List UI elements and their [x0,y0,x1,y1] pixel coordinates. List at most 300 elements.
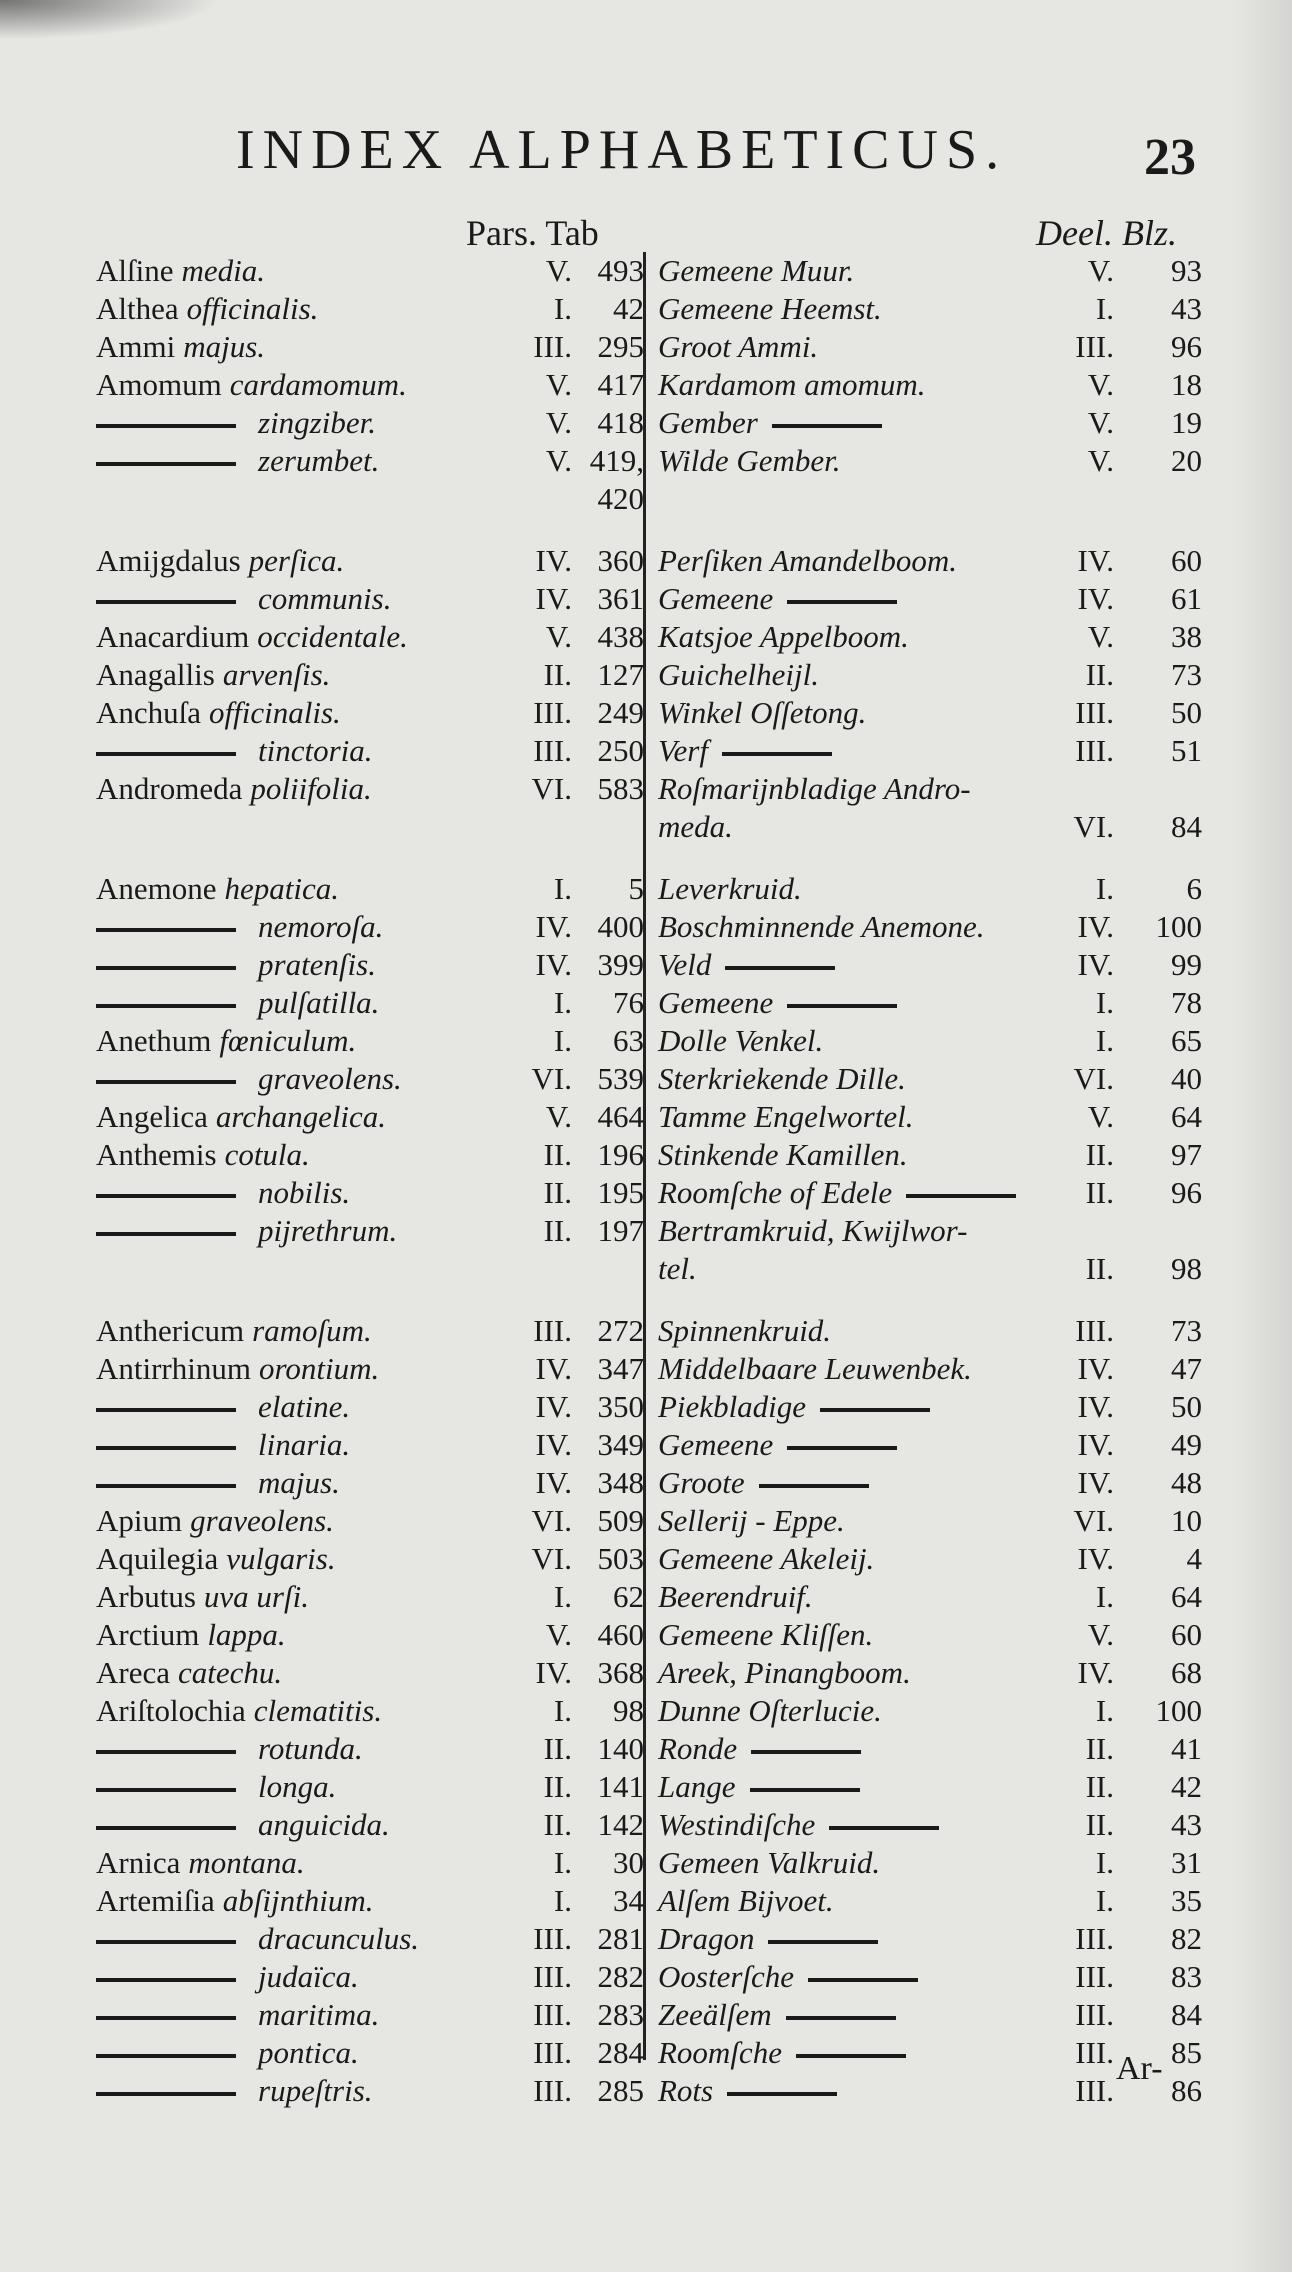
species-name: majus. [183,329,266,364]
dutch-name [658,1540,1058,1578]
dutch-name-text: Westindiſche [658,1807,816,1842]
volume-number: III. [1075,2035,1114,2070]
dutch-name-text: Kardamom amomum. [658,367,926,402]
genus-name: Arnica [96,1845,181,1880]
page-reference: 78 [1171,985,1202,1020]
index-entry [96,1426,1206,1464]
genus-name: Althea [96,291,179,326]
dutch-name-text: Gemeen Valkruid. [658,1845,881,1880]
dutch-name [658,328,1058,366]
part-number: II. [543,1137,572,1172]
page-reference: 19 [1171,405,1202,440]
plate-number: 361 [597,581,644,616]
ditto-dash [96,928,236,932]
plate-number: 539 [597,1061,644,1096]
ditto-dash [787,1004,897,1008]
part-number: II. [543,1769,572,1804]
volume-number: I. [1095,1845,1114,1880]
dutch-name [658,656,1058,694]
species-name: cotula. [224,1137,310,1172]
ditto-dash [96,600,236,604]
volume-number: V. [1087,253,1114,288]
page-reference: 68 [1171,1655,1202,1690]
index-entry [96,1388,1206,1426]
part-number: I. [553,1883,572,1918]
plate-number: 142 [597,1807,644,1842]
page-reference: 41 [1171,1731,1202,1766]
species-name: archangelica. [215,1099,387,1134]
page-reference: 86 [1171,2073,1202,2108]
ditto-dash [96,2016,236,2020]
species-name: cardamomum. [229,367,407,402]
page-reference: 64 [1171,1579,1202,1614]
volume-number: V. [1087,619,1114,654]
latin-name [96,1996,516,2034]
genus-name: Anthericum [96,1313,245,1348]
dutch-name-text: Ronde [658,1731,738,1766]
index-entry [96,1212,1206,1250]
latin-name [96,290,516,328]
index-entry [96,1806,1206,1844]
index-entry [96,2072,1206,2110]
plate-number: 460 [597,1617,644,1652]
part-number: IV. [535,1351,572,1386]
species-name: rotunda. [258,1731,363,1766]
page-reference: 51 [1171,733,1202,768]
page-reference: 35 [1171,1883,1202,1918]
genus-name: Ariſtolochia [96,1693,246,1728]
dutch-name [658,1174,1058,1212]
dutch-name [658,1616,1058,1654]
part-number: V. [545,443,572,478]
part-number: VI. [531,771,572,806]
dutch-name [658,1768,1058,1806]
volume-number: III. [1075,1313,1114,1348]
plate-number: 283 [597,1997,644,2032]
page-reference: 100 [1155,909,1202,944]
index-entry [96,1882,1206,1920]
volume-number: IV. [1077,543,1114,578]
volume-number: II. [1085,1251,1114,1286]
dutch-name [658,770,1058,808]
index-entry [96,252,1206,290]
species-name: arvenſis. [222,657,331,692]
ditto-dash [768,1940,878,1944]
ditto-dash [772,424,882,428]
plate-number: 62 [613,1579,644,1614]
plate-number: 76 [613,985,644,1020]
dutch-name-text: Gemeene Akeleij. [658,1541,875,1576]
page-reference: 83 [1171,1959,1202,1994]
page-reference: 20 [1171,443,1202,478]
species-name: lappa. [207,1617,286,1652]
species-name: communis. [258,581,392,616]
page-reference: 60 [1171,1617,1202,1652]
part-number: I. [553,291,572,326]
latin-name [96,694,516,732]
dutch-name [658,694,1058,732]
index-entry [96,1022,1206,1060]
part-number: V. [545,253,572,288]
ditto-dash [96,424,236,428]
index-entry [96,1920,1206,1958]
dutch-name-text: Boschminnende Anemone. [658,909,985,944]
volume-number: V. [1087,443,1114,478]
dutch-name [658,1250,1058,1288]
catchword: Ar- [1116,2050,1163,2087]
page-reference: 99 [1171,947,1202,982]
dutch-name-text: Gemeene [658,985,774,1020]
plate-number: 503 [597,1541,644,1576]
species-name: vulgaris. [226,1541,336,1576]
page-reference: 38 [1171,619,1202,654]
dutch-name [658,1502,1058,1540]
dutch-name-text: Dolle Venkel. [658,1023,824,1058]
part-number: IV. [535,1427,572,1462]
page-title: INDEX ALPHABETICUS. [236,119,1008,181]
volume-number: III. [1075,2073,1114,2108]
index-entry [96,1502,1206,1540]
plate-number: 141 [597,1769,644,1804]
species-name: maritima. [258,1997,380,2032]
part-number: V. [545,405,572,440]
latin-name [96,1022,516,1060]
part-number: III. [533,695,572,730]
species-name: pratenſis. [258,947,376,982]
plate-number: 249 [597,695,644,730]
page-reference: 4 [1186,1541,1202,1576]
plate-number: 42 [613,291,644,326]
dutch-name-text: Areek, Pinangboom. [658,1655,911,1690]
latin-name [96,1768,516,1806]
index-entry [96,1136,1206,1174]
genus-name: Anagallis [96,657,215,692]
volume-number: IV. [1077,909,1114,944]
index-entry [96,366,1206,404]
volume-number: V. [1087,1099,1114,1134]
volume-number: III. [1075,1997,1114,2032]
volume-number: IV. [1077,1427,1114,1462]
part-number: V. [545,1617,572,1652]
species-name: pijrethrum. [258,1213,398,1248]
dutch-name-text: Sterkriekende Dille. [658,1061,906,1096]
plate-number: 5 [628,871,644,906]
genus-name: Artemiſia [96,1883,215,1918]
index-entry [96,770,1206,808]
dutch-name-text: Piekbladige [658,1389,807,1424]
ditto-dash [96,1978,236,1982]
page-reference: 49 [1171,1427,1202,1462]
volume-number: IV. [1077,1389,1114,1424]
ditto-dash [96,1826,236,1830]
latin-name [96,1844,516,1882]
entry-gap [96,846,1206,870]
index-entry [96,808,1206,846]
part-number: III. [533,2035,572,2070]
page-reference: 65 [1171,1023,1202,1058]
dutch-name [658,1388,1058,1426]
entry-gap [96,518,1206,542]
part-number: IV. [535,543,572,578]
page-edge-shadow [1232,0,1292,2272]
dutch-name [658,404,1058,442]
species-name: media. [181,253,266,288]
volume-number: II. [1085,657,1114,692]
dutch-name [658,1958,1058,1996]
dutch-name-text: Dragon [658,1921,755,1956]
ditto-dash [96,2054,236,2058]
latin-name [96,1882,516,1920]
index-entry [96,442,1206,480]
dutch-name-text: Wilde Gember. [658,443,841,478]
index-entry [96,1250,1206,1288]
ditto-dash [829,1826,939,1830]
species-name: montana. [188,1845,305,1880]
plate-number: 196 [597,1137,644,1172]
dutch-name-text: Gemeene Muur. [658,253,855,288]
genus-name: Anethum [96,1023,212,1058]
species-name: graveolens. [258,1061,402,1096]
index-entry [96,2034,1206,2072]
dutch-name-text: Katsjoe Appelboom. [658,619,909,654]
ditto-dash [725,966,835,970]
species-name: graveolens. [190,1503,334,1538]
part-number: III. [533,1921,572,1956]
index-entry [96,694,1206,732]
ditto-dash [796,2054,906,2058]
species-name: dracunculus. [258,1921,420,1956]
species-name: fœniculum. [219,1023,357,1058]
genus-name: Anemone [96,871,217,906]
index-entry [96,1578,1206,1616]
part-number: V. [545,1099,572,1134]
part-number: II. [543,1175,572,1210]
dutch-name-text: Roſmarijnbladige Andro- [658,771,971,806]
ditto-dash [96,1446,236,1450]
dutch-name-text: Veld [658,947,712,982]
latin-name [96,1730,516,1768]
index-entry [96,1350,1206,1388]
page-reference: 84 [1171,809,1202,844]
dutch-name [658,984,1058,1022]
plate-number: 295 [597,329,644,364]
dutch-name-text: Groot Ammi. [658,329,819,364]
index-entry [96,1540,1206,1578]
part-number: III. [533,1313,572,1348]
plate-number: 63 [613,1023,644,1058]
ditto-dash [96,1788,236,1792]
dutch-name-text: Zeeälſem [658,1997,772,2032]
page-reference: 97 [1171,1137,1202,1172]
index-entry [96,870,1206,908]
page-reference: 10 [1171,1503,1202,1538]
dutch-name-text: Perſiken Amandelboom. [658,543,958,578]
index-entry [96,580,1206,618]
latin-name [96,1578,516,1616]
page-reference: 43 [1171,1807,1202,1842]
volume-number: IV. [1077,1465,1114,1500]
dutch-name [658,1996,1058,2034]
latin-name [96,404,516,442]
dutch-name [658,1692,1058,1730]
index-entry [96,984,1206,1022]
dutch-name-text: Verf [658,733,708,768]
species-name: poliifolia. [250,771,372,806]
index-entry [96,328,1206,366]
genus-name: Arctium [96,1617,200,1652]
page-reference: 85 [1171,2035,1202,2070]
dutch-name [658,618,1058,656]
index-entry [96,656,1206,694]
part-number: VI. [531,1061,572,1096]
dutch-name-text: Gemeene Kliſſen. [658,1617,874,1652]
page-corner-shadow [0,0,220,40]
dutch-name [658,252,1058,290]
part-number: IV. [535,1465,572,1500]
plate-number: 420 [597,481,644,516]
genus-name: Alſine [96,253,174,288]
volume-number: I. [1095,1693,1114,1728]
dutch-name-text: Tamme Engelwortel. [658,1099,914,1134]
part-number: I. [553,1693,572,1728]
volume-number: III. [1075,733,1114,768]
part-number: IV. [535,1655,572,1690]
plate-number: 347 [597,1351,644,1386]
dutch-name-text: Gemeene [658,1427,774,1462]
dutch-name-text: Roomſche of Edele [658,1175,893,1210]
volume-number: I. [1095,291,1114,326]
page-number: 23 [1144,129,1196,186]
part-number: III. [533,329,572,364]
latin-name [96,2034,516,2072]
index-entry [96,290,1206,328]
volume-number: II. [1085,1731,1114,1766]
latin-name [96,1540,516,1578]
latin-name [96,1060,516,1098]
dutch-name [658,1806,1058,1844]
dutch-name [658,442,1058,480]
volume-number: III. [1075,1921,1114,1956]
dutch-name [658,2034,1058,2072]
index-entry [96,732,1206,770]
dutch-name [658,1136,1058,1174]
part-number: V. [545,367,572,402]
latin-name [96,442,516,480]
part-number: IV. [535,909,572,944]
volume-number: IV. [1077,947,1114,982]
latin-name [96,1692,516,1730]
species-name: anguicida. [258,1807,390,1842]
dutch-name-text: Beerendruif. [658,1579,813,1614]
plate-number: 399 [597,947,644,982]
index-entry [96,1844,1206,1882]
volume-number: II. [1085,1137,1114,1172]
plate-number: 127 [597,657,644,692]
latin-name [96,1426,516,1464]
index-entry [96,1654,1206,1692]
ditto-dash [96,1004,236,1008]
page-reference: 100 [1155,1693,1202,1728]
dutch-name-text: Roomſche [658,2035,782,2070]
page-reference: 50 [1171,1389,1202,1424]
species-name: zerumbet. [258,443,380,478]
page-reference: 50 [1171,695,1202,730]
dutch-name [658,1464,1058,1502]
volume-number: V. [1087,405,1114,440]
part-number: II. [543,1213,572,1248]
latin-name [96,1312,516,1350]
index-entry [96,618,1206,656]
volume-number: IV. [1077,1351,1114,1386]
species-name: rupeſtris. [258,2073,373,2108]
dutch-name [658,1730,1058,1768]
ditto-dash [96,1408,236,1412]
latin-name [96,366,516,404]
index-entry [96,404,1206,442]
dutch-name-text: Guichelheijl. [658,657,819,692]
latin-name [96,1616,516,1654]
page-reference: 82 [1171,1921,1202,1956]
ditto-dash [751,1750,861,1754]
page-reference: 31 [1171,1845,1202,1880]
dutch-column-header: Deel. Blz. [1036,213,1177,253]
genus-name: Anacardium [96,619,250,654]
dutch-name [658,808,1058,846]
latin-name [96,1920,516,1958]
page-reference: 73 [1171,657,1202,692]
genus-name: Apium [96,1503,183,1538]
part-number: III. [533,1997,572,2032]
page-reference: 48 [1171,1465,1202,1500]
plate-number: 30 [613,1845,644,1880]
species-name: perſica. [248,543,345,578]
plate-number: 438 [597,619,644,654]
part-number: IV. [535,581,572,616]
species-name: pontica. [258,2035,359,2070]
part-number: I. [553,985,572,1020]
ditto-dash [750,1788,860,1792]
plate-number: 418 [597,405,644,440]
volume-number: II. [1085,1175,1114,1210]
latin-name [96,618,516,656]
dutch-name [658,1578,1058,1616]
latin-name [96,2072,516,2110]
dutch-name-text: meda. [658,809,733,844]
dutch-name-text: Oosterſche [658,1959,795,1994]
plate-number: 350 [597,1389,644,1424]
species-name: officinalis. [209,695,341,730]
part-number: IV. [535,947,572,982]
dutch-name [658,1350,1058,1388]
genus-name: Andromeda [96,771,243,806]
dutch-name-text: Gember [658,405,758,440]
dutch-name [658,732,1058,770]
part-number: VI. [531,1503,572,1538]
latin-name [96,1654,516,1692]
dutch-name-text: tel. [658,1251,697,1286]
plate-number: 493 [597,253,644,288]
species-name: hepatica. [224,871,340,906]
dutch-name-text: Alſem Bijvoet. [658,1883,834,1918]
species-name: judaïca. [258,1959,359,1994]
dutch-name [658,870,1058,908]
volume-number: V. [1087,367,1114,402]
ditto-dash [727,2092,837,2096]
dutch-name [658,1882,1058,1920]
genus-name: Ammi [96,329,176,364]
ditto-dash [96,1484,236,1488]
index-entry [96,1464,1206,1502]
